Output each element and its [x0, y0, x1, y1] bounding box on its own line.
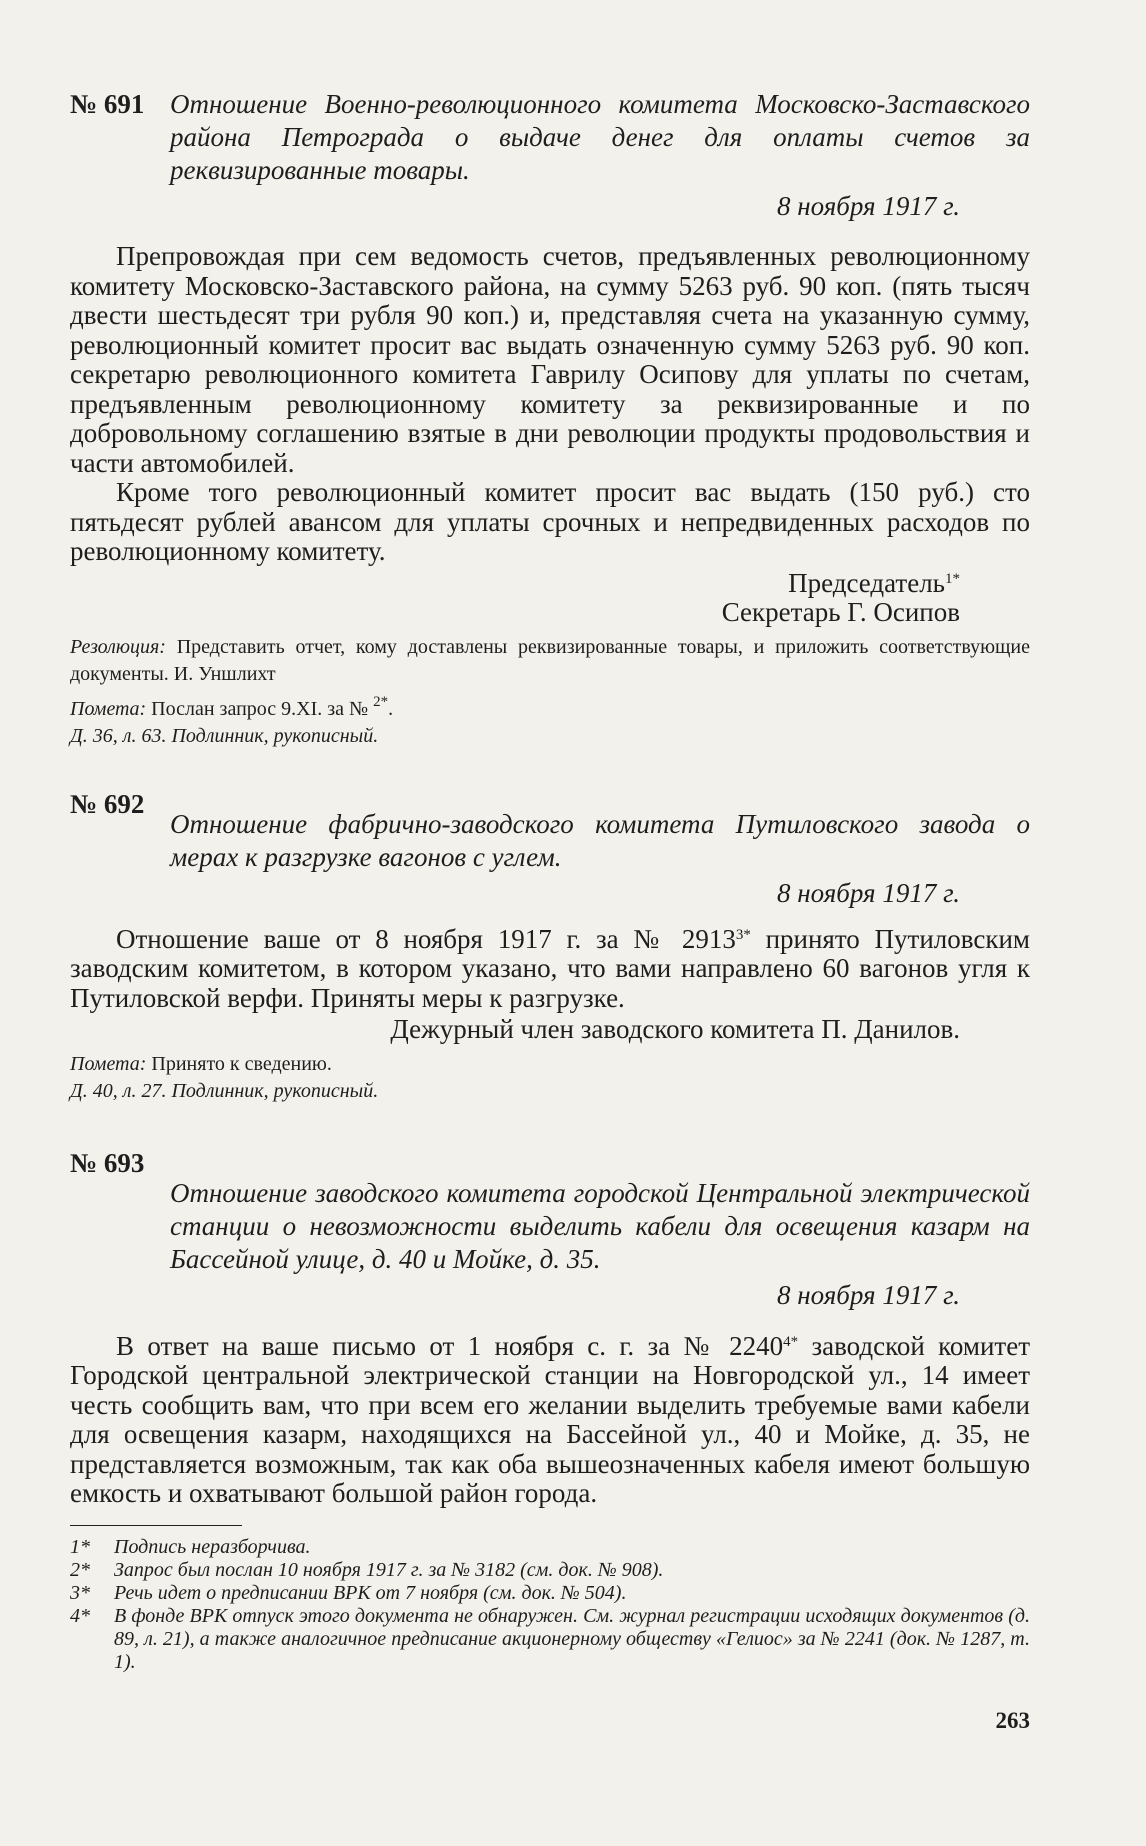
doc-paragraph — [70, 925, 1030, 1014]
resolution-label: Резолюция: — [70, 635, 166, 658]
doc-title: Отношение фабрично-заводского комитета Путиловского завода о мерах к разгрузке вагонов с углем. — [170, 808, 1030, 872]
signature: Дежурный член заводского комитета П. Данилов. — [390, 1014, 960, 1044]
resolution — [70, 634, 1030, 688]
footnote — [70, 1582, 1030, 1605]
doc-date: 8 ноября 1917 г. — [776, 877, 960, 908]
source-reference: Д. 40, л. 27. Подлинник, рукописный. — [70, 1079, 379, 1102]
paragraph-text: В ответ на ваше письмо от 1 ноября с. г. за № 2240 — [116, 1330, 784, 1361]
footnotes — [70, 1536, 1030, 1674]
footnote-ref: 2* — [373, 693, 389, 710]
doc-paragraph — [70, 1332, 1030, 1509]
doc-number: № 691 — [70, 89, 145, 119]
doc-number: № 692 — [70, 788, 145, 819]
doc-number: № 693 — [70, 1147, 145, 1178]
doc-paragraph: Препровождая при сем ведомость счетов, предъявленных революционному комитету Московско-Заставского района, на сумму 5263 руб. 90 коп. (пять тысяч двести шестьдесят три рубля 90 коп.) и, представляя счета на указанную сумму, революционный комитет просит вас выдать означенную сумму 5263 руб. 90 коп. секретарю революционного комитета Гаврилу Осипову для уплаты по счетам, предъявленным революционному комитету за реквизированные и по добровольному соглашению взятые в дни революции продукты продовольствия и части автомобилей. — [70, 241, 1030, 478]
footnote-mark: 3* — [70, 1581, 90, 1604]
footnote-ref: 1* — [945, 570, 960, 587]
doc-paragraph: Кроме того революционный комитет просит вас выдать (150 руб.) сто пятьдесят рублей авансом для уплаты срочных и непредвиденных расходов по революционному комитету. — [70, 477, 1030, 566]
signature-chairman — [70, 569, 1030, 599]
note-text: Принято к сведению. — [151, 1052, 332, 1075]
signature-text: Председатель — [788, 567, 945, 598]
note-text: Послан запрос 9.XI. за № — [151, 697, 369, 720]
footnote-text: В фонде ВРК отпуск этого документа не обнаружен. См. журнал регистрации исходящих документов (д. 89, л. 21), а также аналогичное предписание акционерному обществу «Гелиос» за № 2241 (док. № 1287, т. 1). — [114, 1604, 1030, 1673]
signature-secretary: Секретарь Г. Осипов — [721, 597, 960, 627]
paragraph-text: заводской комитет Городской центральной электрической станции на Новгородской ул., 14 имеет честь сообщить вам, что при всем его желании выделить требуемые вами кабели для освещения казарм, находящихся на Бассейной ул., 40 и Мойке, д. 35, не представляется возможным, так как оба вышеозначенных кабеля имеют большую емкость и охватывают большой район города. — [70, 1330, 1030, 1508]
resolution-text: Представить отчет, кому доставлены реквизированные товары, и приложить соответствующие документы. И. Уншлихт — [70, 635, 1030, 685]
note-label: Пометa: — [70, 697, 147, 720]
source-reference: Д. 36, л. 63. Подлинник, рукописный. — [70, 724, 379, 747]
footnote-mark: 2* — [70, 1558, 90, 1581]
footnote — [70, 1536, 1030, 1559]
paragraph-text: принято Путиловским заводским комитетом, в котором указано, что вами направлено 60 вагонов угля к Путиловской верфи. Приняты меры к разгрузке. — [70, 923, 1030, 1013]
footnote-text: Подпись неразборчива. — [114, 1535, 311, 1558]
footnote — [70, 1559, 1030, 1582]
footnote-ref: 3* — [735, 926, 751, 943]
footnote-mark: 4* — [70, 1604, 90, 1627]
document-692 — [70, 788, 1030, 1105]
footnote-text: Запрос был послан 10 ноября 1917 г. за № 3182 (см. док. № 908). — [114, 1558, 664, 1581]
page-number: 263 — [995, 1708, 1030, 1733]
doc-date: 8 ноября 1917 г. — [776, 1279, 960, 1310]
paragraph-text: Отношение ваше от 8 ноября 1917 г. за № 2913 — [116, 923, 736, 954]
note — [70, 1051, 1030, 1078]
footnote-text: Речь идет о предписании ВРК от 7 ноября (см. док. № 504). — [114, 1581, 627, 1604]
doc-header — [70, 1147, 1030, 1276]
doc-title: Отношение заводского комитета городской Центральной электрической станции о невозможности выделить кабели для освещения казарм на Бассейной улице, д. 40 и Мойке, д. 35. — [170, 1177, 1030, 1274]
footnote-divider — [70, 1525, 242, 1526]
document-693 — [70, 1147, 1030, 1509]
doc-header — [70, 788, 1030, 874]
doc-date: 8 ноября 1917 г. — [776, 191, 960, 221]
footnote-ref: 4* — [783, 1333, 799, 1350]
page-content — [70, 88, 1030, 1674]
document-691 — [70, 88, 1030, 750]
note-label: Помета: — [70, 1052, 147, 1075]
doc-title: Отношение Военно-революционного комитета Московско-Заставского района Петрограда о выдаче денег для оплаты счетов за реквизированные товары. — [170, 89, 1030, 185]
note: Пометa: Послан запрос 9.XI. за № $^{2*}$. — [70, 693, 394, 720]
footnote-mark: 1* — [70, 1535, 90, 1558]
doc-header — [70, 88, 1030, 187]
footnote — [70, 1605, 1030, 1674]
